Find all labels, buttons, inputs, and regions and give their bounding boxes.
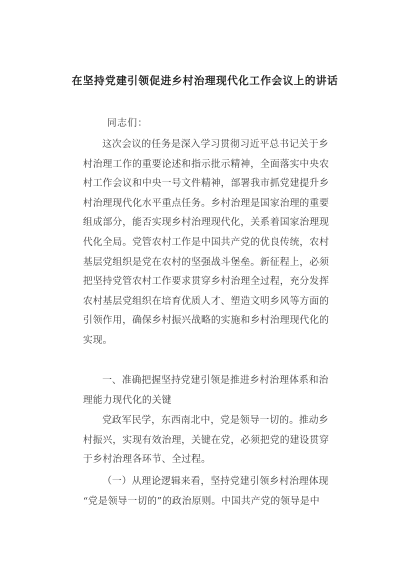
paragraph-line: 村治理工作的重要论述和指示批示精神，全面落实中央农 bbox=[83, 158, 330, 170]
paragraph-line: 党政军民学，东西南北中，党是领导一切的。推动乡 bbox=[102, 415, 329, 426]
paragraph-line: 这次会议的任务是深入学习贯彻习近平总书记关于乡 bbox=[102, 139, 329, 150]
paragraph-line: 于乡村治理各环节、全过程。 bbox=[83, 454, 211, 466]
heading-line: 理能力现代化的关键 bbox=[83, 394, 172, 406]
paragraph-line: 引领作用，确保乡村振兴战略的实施和乡村治理现代化的 bbox=[83, 315, 330, 327]
subsection-1 bbox=[83, 472, 345, 511]
paragraph-line: “党是领导一切的”的政治原则。中国共产党的领导是中 bbox=[83, 495, 320, 507]
salutation: 同志们： bbox=[107, 118, 148, 129]
paragraph-line: 村工作会议和中央一号文件精神，部署我市抓党建提升乡 bbox=[83, 178, 330, 190]
paragraph-line: 村振兴，实现有效治理，关键在党，必须把党的建设贯穿 bbox=[83, 434, 330, 446]
paragraph-line: 组成部分，能否实现乡村治理现代化，关系着国家治理现 bbox=[83, 217, 330, 229]
paragraph-line: 代化全局。党管农村工作是中国共产党的优良传统，农村 bbox=[83, 236, 330, 248]
paragraph-line: （一）从理论逻辑来看，坚持党建引领乡村治理体现 bbox=[102, 476, 329, 487]
paragraph-intro bbox=[83, 135, 345, 351]
paragraph-party-leadership bbox=[83, 411, 345, 470]
section-heading-1 bbox=[83, 371, 345, 410]
paragraph-line: 村治理现代化水平重点任务。乡村治理是国家治理的重要 bbox=[83, 197, 330, 209]
paragraph-line: 基层党组织是党在农村的坚强战斗堡垒。新征程上，必须 bbox=[83, 256, 330, 268]
paragraph-line: 农村基层党组织在培育优质人才、塑造文明乡风等方面的 bbox=[83, 295, 330, 307]
paragraph-line: 实现。 bbox=[83, 334, 113, 346]
document-title: 在坚持党建引领促进乡村治理现代化工作会议上的讲话 bbox=[71, 75, 339, 87]
paragraph-line: 把坚持党管农村工作要求贯穿乡村治理全过程，充分发挥 bbox=[83, 276, 330, 288]
heading-line: 一、准确把握坚持党建引领是推进乡村治理体系和治 bbox=[102, 375, 329, 386]
